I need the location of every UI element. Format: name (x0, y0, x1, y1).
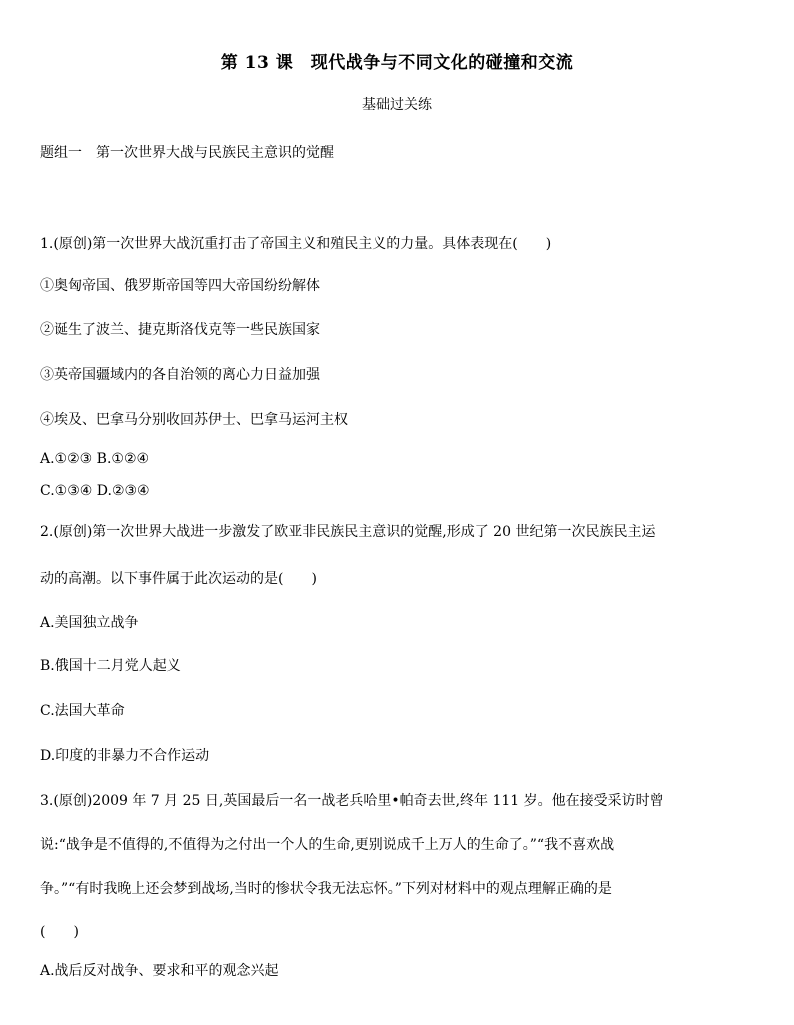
section-subtitle: 基础过关练 (362, 97, 432, 113)
answer-option: A.战后反对战争、要求和平的观念兴起 (40, 963, 279, 979)
question-stem-line: 动的高潮。以下事件属于此次运动的是( ) (40, 571, 317, 587)
answer-option: A.美国独立战争 (40, 615, 139, 631)
answer-option: C.法国大革命 (40, 703, 125, 719)
answer-option: C.①③④ D.②③④ (40, 483, 150, 499)
answer-option: D.印度的非暴力不合作运动 (40, 748, 210, 764)
question-stem-line: 3.(原创)2009 年 7 月 25 日,英国最后一名一战老兵哈里•帕奇去世,终年 111 岁。他在接受采访时曾 (40, 793, 664, 809)
statement-item: ②诞生了波兰、捷克斯洛伐克等一些民族国家 (40, 322, 320, 338)
page-title: 第 13 课 现代战争与不同文化的碰撞和交流 (220, 53, 574, 73)
question-stem-line: 2.(原创)第一次世界大战进一步激发了欧亚非民族民主意识的觉醒,形成了 20 世纪第一次民族民主运 (40, 524, 656, 540)
question-stem-line: 1.(原创)第一次世界大战沉重打击了帝国主义和殖民主义的力量。具体表现在( ) (40, 236, 552, 252)
statement-item: ④埃及、巴拿马分别收回苏伊士、巴拿马运河主权 (40, 412, 348, 428)
statement-item: ③英帝国疆域内的各自治领的离心力日益加强 (40, 367, 320, 383)
group-label: 题组一 第一次世界大战与民族民主意识的觉醒 (40, 145, 334, 161)
question-stem-line: 说:“战争是不值得的,不值得为之付出一个人的生命,更别说成千上万人的生命了。”“我不喜欢战 (40, 837, 615, 853)
question-stem-line: 争。”“有时我晚上还会梦到战场,当时的惨状令我无法忘怀。”下列对材料中的观点理解正确的是 (40, 881, 612, 897)
answer-option: A.①②③ B.①②④ (40, 451, 150, 467)
question-stem-line: ( ) (40, 924, 79, 940)
answer-option: B.俄国十二月党人起义 (40, 658, 181, 674)
statement-item: ①奥匈帝国、俄罗斯帝国等四大帝国纷纷解体 (40, 278, 320, 294)
